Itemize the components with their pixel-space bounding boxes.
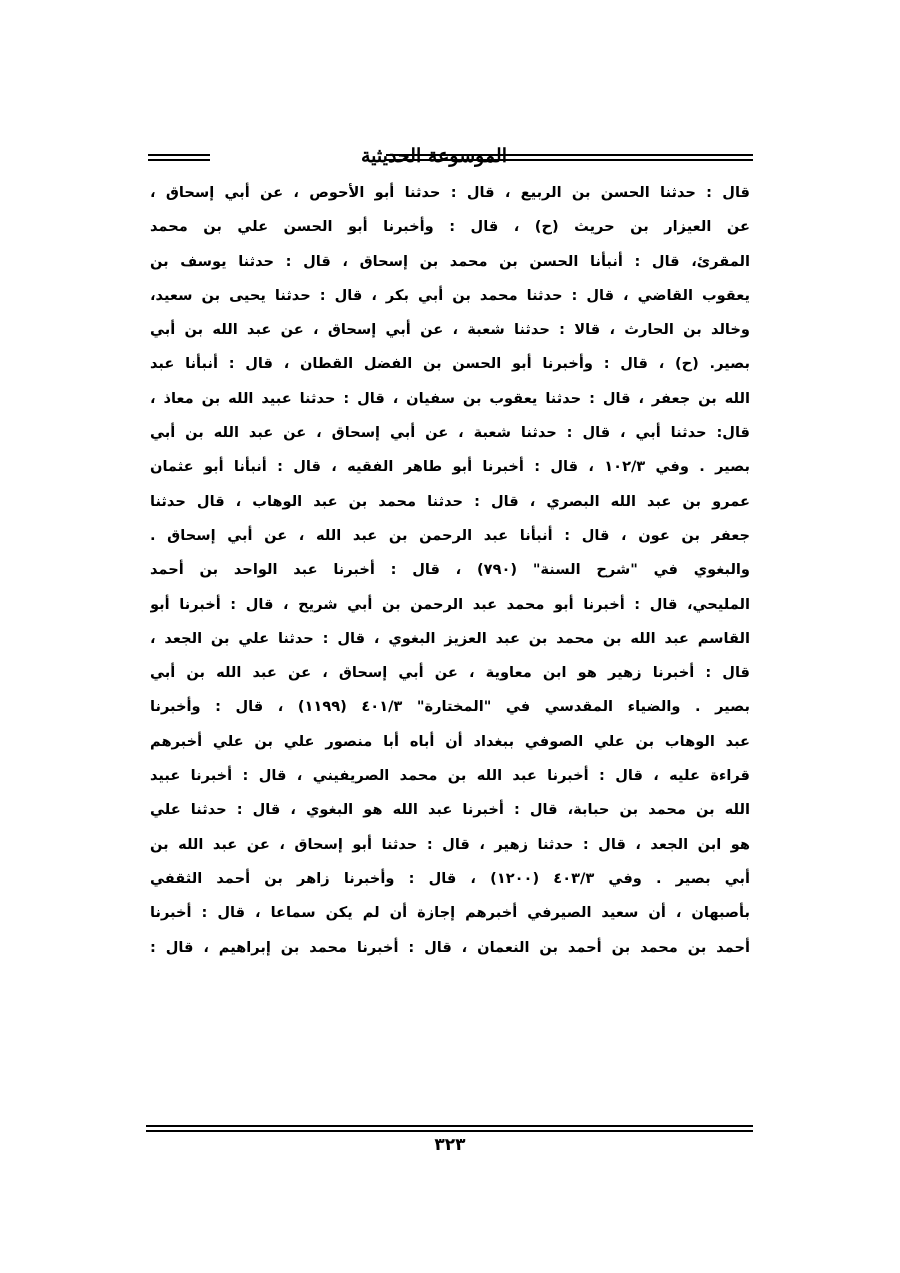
text-line: الله بن محمد بن حبابة، قال : أخبرنا عبد الله هو البغوي ، قال : حدثنا علي — [150, 801, 750, 819]
text-line: قال : حدثنا الحسن بن الربيع ، قال : حدثنا أبو الأحوص ، عن أبي إسحاق ، — [150, 184, 750, 201]
text-line: يعقوب القاضي ، قال : حدثنا محمد بن أبي بكر ، قال : حدثنا يحيى بن سعيد، — [150, 286, 750, 304]
footer-rule — [146, 1125, 753, 1132]
text-line: المليحي، قال : أخبرنا أبو محمد عبد الرحمن بن أبي شريح ، قال : أخبرنا أبو — [150, 595, 750, 613]
text-line: بصير . والضياء المقدسي في "المختارة" ٤٠١/٣ (١١٩٩) ، قال : وأخبرنا — [150, 698, 750, 716]
body-text — [150, 176, 750, 965]
text-line: والبغوي في "شرح السنة" (٧٩٠) ، قال : أخبرنا عبد الواحد بن أحمد — [150, 561, 750, 579]
text-line: قراءة عليه ، قال : أخبرنا عبد الله بن محمد الصريفيني ، قال : أخبرنا عبيد — [150, 767, 750, 785]
text-line: بصير . وفي ١٠٢/٣ ، قال : أخبرنا أبو طاهر الفقيه ، قال : أنبأنا أبو عثمان — [150, 458, 750, 476]
text-line: هو ابن الجعد ، قال : حدثنا زهير ، قال : حدثنا أبو إسحاق ، عن عبد الله بن — [150, 835, 750, 853]
text-line: بصير. (ح) ، قال : وأخبرنا أبو الحسن بن الفضل القطان ، قال : أنبأنا عبد — [150, 355, 750, 373]
page-number: ٣٢٣ — [434, 1135, 466, 1155]
header-title: الموسوعة الحديثية — [361, 145, 507, 167]
text-line: القاسم عبد الله بن محمد بن عبد العزيز البغوي ، قال : حدثنا علي بن الجعد ، — [150, 629, 750, 647]
text-line: بأصبهان ، أن سعيد الصيرفي أخبرهم إجازة أن لم يكن سماعا ، قال : أخبرنا — [150, 904, 750, 922]
page-header — [146, 143, 753, 171]
text-line: قال: حدثنا أبي ، قال : حدثنا شعبة ، عن أبي إسحاق ، عن عبد الله بن أبي — [150, 424, 750, 442]
text-line: عبد الوهاب بن علي الصوفي ببغداد أن أباه أبا منصور علي بن علي أخبرهم — [150, 732, 750, 750]
text-line: قال : أخبرنا زهير هو ابن معاوية ، عن أبي إسحاق ، عن عبد الله بن أبي — [150, 664, 750, 682]
text-line: عن العيزار بن حريث (ح) ، قال : وأخبرنا أبو الحسن علي بن محمد — [150, 218, 750, 236]
text-line: جعفر بن عون ، قال : أنبأنا عبد الرحمن بن عبد الله ، عن أبي إسحاق . — [150, 526, 750, 544]
header-rule-left — [148, 154, 210, 161]
text-line: المقرئ، قال : أنبأنا الحسن بن محمد بن إسحاق ، قال : حدثنا يوسف بن — [150, 252, 750, 270]
text-line: عمرو بن عبد الله البصري ، قال : حدثنا محمد بن عبد الوهاب ، قال حدثنا — [150, 492, 750, 510]
text-line: الله بن جعفر ، قال : حدثنا يعقوب بن سفيان ، قال : حدثنا عبيد الله بن معاذ ، — [150, 389, 750, 407]
text-line: أحمد بن محمد بن أحمد بن النعمان ، قال : أخبرنا محمد بن إبراهيم ، قال : — [150, 938, 750, 956]
text-line: أبي بصير . وفي ٤٠٣/٣ (١٢٠٠) ، قال : وأخبرنا زاهر بن أحمد الثقفي — [150, 869, 750, 887]
text-line: وخالد بن الحارث ، قالا : حدثنا شعبة ، عن أبي إسحاق ، عن عبد الله بن أبي — [150, 321, 750, 339]
